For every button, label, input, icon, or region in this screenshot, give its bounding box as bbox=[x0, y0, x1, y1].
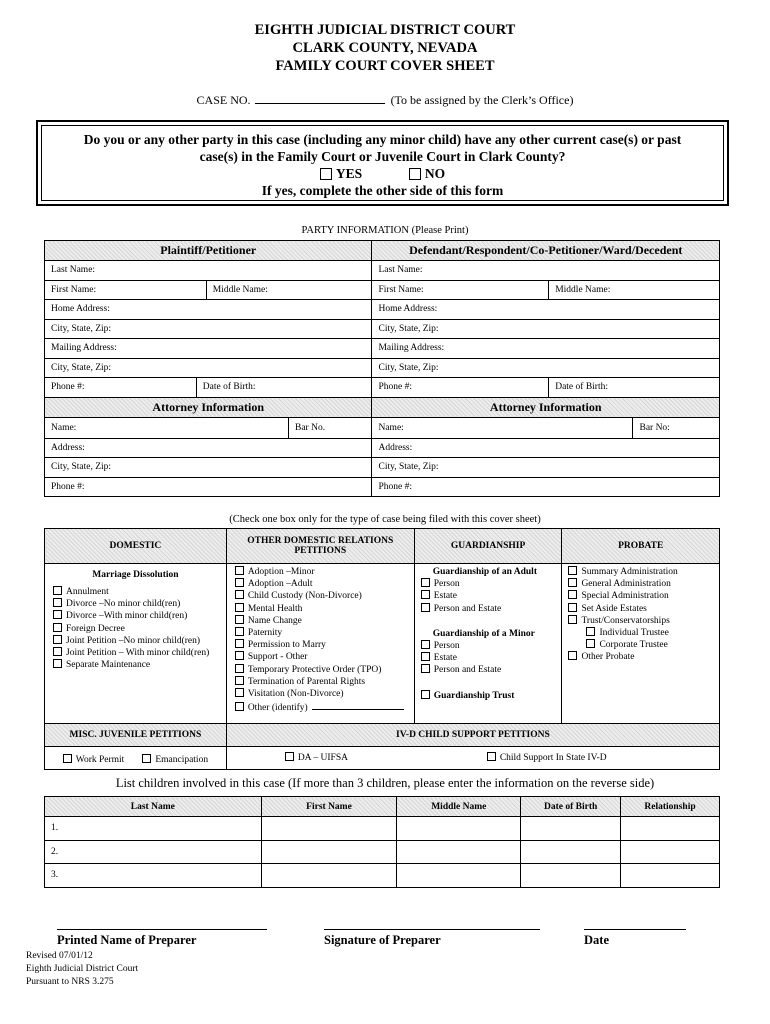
other-relations-header bbox=[226, 529, 414, 564]
child-field[interactable] bbox=[397, 817, 521, 841]
checkbox[interactable] bbox=[53, 623, 62, 632]
checkbox[interactable] bbox=[421, 652, 430, 661]
yes-no-row bbox=[42, 166, 723, 182]
child-field[interactable] bbox=[261, 840, 397, 864]
case-type-instruction: (Check one box only for the type of case being filed with this cover sheet) bbox=[229, 514, 541, 525]
checkbox[interactable] bbox=[285, 752, 294, 761]
defendant-attorney-city[interactable]: City, State, Zip: bbox=[372, 458, 720, 478]
footer-court: Eighth Judicial District Court bbox=[26, 964, 139, 974]
checkbox[interactable] bbox=[568, 578, 577, 587]
checkbox-option[interactable] bbox=[568, 590, 719, 602]
ivd-options bbox=[226, 747, 719, 770]
checkbox-option[interactable] bbox=[586, 639, 719, 651]
checkbox-option[interactable] bbox=[586, 627, 719, 639]
probate-header: PROBATE bbox=[562, 529, 720, 564]
plaintiff-city[interactable]: City, State, Zip: bbox=[45, 319, 372, 339]
signature-line[interactable] bbox=[324, 929, 540, 930]
children-column-header: Last Name bbox=[45, 797, 262, 817]
option-label: Separate Maintenance bbox=[66, 660, 151, 671]
defendant-city[interactable]: City, State, Zip: bbox=[372, 319, 720, 339]
option-label: Temporary Protective Order (TPO) bbox=[247, 664, 382, 675]
guardianship-adult-list bbox=[421, 578, 562, 615]
option-label: Summary Administration bbox=[581, 567, 678, 577]
checkbox[interactable] bbox=[53, 610, 62, 619]
child-row-number[interactable]: 1. bbox=[45, 817, 262, 841]
plaintiff-header: Plaintiff/Petitioner bbox=[45, 241, 372, 261]
probate-sub-list bbox=[568, 627, 719, 651]
plaintiff-mailing-city[interactable]: City, State, Zip: bbox=[45, 358, 372, 378]
checkbox[interactable] bbox=[53, 598, 62, 607]
case-type-table bbox=[44, 528, 720, 770]
children-column-header: First Name bbox=[261, 797, 397, 817]
checkbox-option[interactable] bbox=[53, 623, 226, 635]
checkbox-option[interactable] bbox=[568, 566, 719, 578]
child-field[interactable] bbox=[397, 840, 521, 864]
da-uifsa-label: DA – UIFSA bbox=[297, 753, 348, 763]
checkbox[interactable] bbox=[586, 639, 595, 648]
option-label: Permission to Marry bbox=[247, 640, 326, 651]
checkbox[interactable] bbox=[63, 754, 72, 763]
option-label: Corporate Trustee bbox=[599, 640, 668, 651]
checkbox[interactable] bbox=[421, 578, 430, 587]
checkbox-option[interactable] bbox=[235, 615, 414, 627]
checkbox-option[interactable] bbox=[53, 610, 226, 622]
guardianship-trust-label: Guardianship Trust bbox=[433, 690, 515, 701]
child-support-option[interactable] bbox=[487, 752, 607, 764]
option-label: Paternity bbox=[247, 628, 283, 639]
defendant-attorney-address[interactable]: Address: bbox=[372, 438, 720, 458]
checkbox[interactable] bbox=[235, 603, 244, 612]
checkbox[interactable] bbox=[235, 627, 244, 636]
child-row-number[interactable]: 3. bbox=[45, 864, 262, 888]
printed-name-label: Printed Name of Preparer bbox=[57, 933, 197, 947]
checkbox-option[interactable] bbox=[421, 652, 562, 664]
ivd-child-support-header: IV-D CHILD SUPPORT PETITIONS bbox=[226, 724, 719, 747]
checkbox[interactable] bbox=[568, 651, 577, 660]
misc-juvenile-header: MISC. JUVENILE PETITIONS bbox=[45, 724, 227, 747]
option-label: Trust/Conservatorships bbox=[581, 615, 670, 626]
other-relations-line2: PETITIONS bbox=[294, 546, 347, 556]
form-title: FAMILY COURT COVER SHEET bbox=[275, 58, 495, 74]
plaintiff-attorney-city[interactable]: City, State, Zip: bbox=[45, 458, 372, 478]
table-row bbox=[45, 817, 720, 841]
checkbox-option[interactable] bbox=[53, 659, 226, 671]
marriage-dissolution-heading: Marriage Dissolution bbox=[92, 570, 179, 580]
defendant-dob[interactable]: Date of Birth: bbox=[549, 378, 720, 398]
checkbox[interactable] bbox=[235, 578, 244, 587]
checkbox-option[interactable] bbox=[235, 700, 414, 714]
da-uifsa-option[interactable] bbox=[285, 752, 348, 764]
checkbox-option[interactable] bbox=[235, 578, 414, 590]
domestic-header: DOMESTIC bbox=[45, 529, 227, 564]
option-label: Other (identify) bbox=[247, 703, 308, 714]
yes-label: YES bbox=[335, 166, 363, 181]
checkbox[interactable] bbox=[53, 659, 62, 668]
plaintiff-attorney-name-row bbox=[45, 417, 372, 438]
other-probate-label: Other Probate bbox=[581, 652, 635, 663]
children-table bbox=[44, 796, 720, 888]
date-line[interactable] bbox=[584, 929, 686, 930]
plaintiff-attorney-header: Attorney Information bbox=[45, 397, 372, 417]
checkbox-option[interactable] bbox=[421, 640, 562, 652]
probate-list bbox=[568, 566, 719, 627]
guardianship-adult-heading: Guardianship of an Adult bbox=[432, 567, 537, 577]
checkbox-option[interactable] bbox=[568, 603, 719, 615]
emancipation-option[interactable] bbox=[142, 755, 208, 765]
checkbox[interactable] bbox=[421, 640, 430, 649]
option-label: Estate bbox=[433, 591, 457, 602]
defendant-middle-name[interactable]: Middle Name: bbox=[549, 280, 720, 300]
checkbox[interactable] bbox=[421, 664, 430, 673]
checkbox[interactable] bbox=[235, 590, 244, 599]
option-label: Person and Estate bbox=[433, 665, 502, 676]
children-column-header: Date of Birth bbox=[521, 797, 621, 817]
checkbox-option[interactable] bbox=[568, 578, 719, 590]
other-relations-line1: OTHER DOMESTIC RELATIONS bbox=[247, 536, 394, 546]
checkbox[interactable] bbox=[568, 566, 577, 575]
county-name: CLARK COUNTY, NEVADA bbox=[292, 40, 478, 56]
child-field[interactable] bbox=[261, 864, 397, 888]
checkbox[interactable] bbox=[421, 690, 430, 699]
checkbox[interactable] bbox=[568, 590, 577, 599]
checkbox[interactable] bbox=[421, 590, 430, 599]
plaintiff-middle-name[interactable]: Middle Name: bbox=[206, 280, 372, 300]
option-label: Person and Estate bbox=[433, 603, 502, 614]
option-label: Divorce –No minor child(ren) bbox=[66, 599, 181, 610]
defendant-home-address[interactable]: Home Address: bbox=[372, 300, 720, 320]
plaintiff-mailing-address[interactable]: Mailing Address: bbox=[45, 339, 372, 359]
signature-label: Signature of Preparer bbox=[324, 933, 441, 947]
checkbox-option[interactable] bbox=[235, 603, 414, 615]
child-field[interactable] bbox=[397, 864, 521, 888]
child-field[interactable] bbox=[261, 817, 397, 841]
case-no-label: CASE NO. bbox=[196, 93, 251, 107]
option-label: Set Aside Estates bbox=[581, 603, 647, 614]
option-label: Person bbox=[433, 641, 460, 652]
option-label: Adoption –Minor bbox=[247, 567, 315, 577]
checkbox-option[interactable] bbox=[568, 615, 719, 627]
checkbox[interactable] bbox=[235, 676, 244, 685]
checkbox[interactable] bbox=[421, 603, 430, 612]
other-relations-list bbox=[235, 566, 414, 714]
checkbox[interactable] bbox=[235, 702, 244, 711]
checkbox[interactable] bbox=[586, 627, 595, 636]
checkbox-option[interactable] bbox=[421, 578, 562, 590]
defendant-attorney-phone[interactable]: Phone #: bbox=[372, 477, 720, 497]
prior-case-question-box bbox=[36, 120, 729, 206]
checkbox[interactable] bbox=[53, 635, 62, 644]
date-label: Date bbox=[584, 933, 609, 947]
checkbox[interactable] bbox=[568, 615, 577, 624]
child-field[interactable] bbox=[621, 817, 720, 841]
option-label: Foreign Decree bbox=[66, 623, 125, 634]
domestic-list bbox=[53, 586, 226, 671]
case-no-field[interactable] bbox=[255, 92, 385, 104]
checkbox-option[interactable] bbox=[235, 664, 414, 676]
plaintiff-home-address[interactable]: Home Address: bbox=[45, 300, 372, 320]
option-label: Person bbox=[433, 579, 460, 590]
children-header-row bbox=[45, 797, 720, 817]
child-field[interactable] bbox=[521, 817, 621, 841]
guardianship-trust-option[interactable] bbox=[421, 690, 562, 702]
guardianship-header: GUARDIANSHIP bbox=[414, 529, 562, 564]
checkbox[interactable] bbox=[487, 752, 496, 761]
defendant-mailing-address[interactable]: Mailing Address: bbox=[372, 339, 720, 359]
case-number-line bbox=[0, 92, 770, 108]
defendant-header: Defendant/Respondent/Co-Petitioner/Ward/Decedent bbox=[372, 241, 720, 261]
defendant-mailing-city[interactable]: City, State, Zip: bbox=[372, 358, 720, 378]
question-line4: If yes, complete the other side of this form bbox=[261, 183, 504, 198]
option-label: Divorce –With minor child(ren) bbox=[66, 611, 188, 622]
defendant-first-name[interactable]: First Name: bbox=[372, 280, 549, 300]
option-label: Termination of Parental Rights bbox=[247, 676, 366, 687]
footer-pursuant: Pursuant to NRS 3.275 bbox=[26, 977, 114, 987]
child-field[interactable] bbox=[621, 840, 720, 864]
children-column-header: Middle Name bbox=[397, 797, 521, 817]
checkbox-option[interactable] bbox=[235, 651, 414, 663]
option-label: General Administration bbox=[581, 579, 671, 590]
option-label: Visitation (Non-Divorce) bbox=[247, 689, 344, 700]
checkbox-option[interactable] bbox=[235, 676, 414, 688]
checkbox-option[interactable] bbox=[421, 590, 562, 602]
child-field[interactable] bbox=[621, 864, 720, 888]
revised-date: Revised 07/01/12 bbox=[26, 951, 93, 961]
guardianship-cell bbox=[414, 564, 562, 724]
emancipation-label: Emancipation bbox=[155, 755, 209, 765]
checkbox-option[interactable] bbox=[421, 603, 562, 615]
court-name: EIGHTH JUDICIAL DISTRICT COURT bbox=[254, 22, 516, 38]
option-label: Joint Petition – With minor child(ren) bbox=[66, 648, 210, 659]
option-label: Joint Petition –No minor child(ren) bbox=[66, 635, 201, 646]
work-permit-label: Work Permit bbox=[75, 755, 125, 765]
checkbox[interactable] bbox=[53, 647, 62, 656]
option-label: Adoption –Adult bbox=[247, 579, 313, 590]
child-field[interactable] bbox=[521, 840, 621, 864]
checkbox[interactable] bbox=[142, 754, 151, 763]
child-row-number[interactable]: 2. bbox=[45, 840, 262, 864]
option-label: Name Change bbox=[247, 615, 302, 626]
guardianship-minor-list bbox=[421, 640, 562, 677]
plaintiff-attorney-address[interactable]: Address: bbox=[45, 438, 372, 458]
misc-juvenile-options bbox=[45, 747, 227, 770]
option-label: Mental Health bbox=[247, 603, 303, 614]
option-label: Annulment bbox=[66, 587, 109, 597]
printed-name-line[interactable] bbox=[57, 929, 267, 930]
table-row bbox=[45, 864, 720, 888]
option-label: Special Administration bbox=[581, 591, 669, 602]
child-support-label: Child Support In State IV-D bbox=[499, 753, 607, 763]
checkbox[interactable] bbox=[235, 566, 244, 575]
checkbox-option[interactable] bbox=[235, 688, 414, 700]
checkbox[interactable] bbox=[235, 615, 244, 624]
checkbox-option[interactable] bbox=[53, 635, 226, 647]
other-probate-option[interactable] bbox=[568, 651, 719, 663]
checkbox[interactable] bbox=[235, 639, 244, 648]
checkbox-option[interactable] bbox=[235, 639, 414, 651]
plaintiff-phone[interactable]: Phone #: bbox=[45, 378, 197, 398]
checkbox[interactable] bbox=[235, 664, 244, 673]
defendant-attorney-name[interactable]: Name: bbox=[372, 418, 633, 438]
option-label: Individual Trustee bbox=[599, 628, 669, 639]
question-line2: case(s) in the Family Court or Juvenile Court in Clark County? bbox=[199, 149, 566, 164]
domestic-cell bbox=[45, 564, 227, 724]
probate-cell bbox=[562, 564, 720, 724]
no-checkbox[interactable] bbox=[409, 168, 421, 180]
yes-checkbox[interactable] bbox=[320, 168, 332, 180]
defendant-attorney-header: Attorney Information bbox=[372, 397, 720, 417]
children-column-header: Relationship bbox=[621, 797, 720, 817]
case-no-note: (To be assigned by the Clerk’s Office) bbox=[390, 93, 574, 107]
other-relations-cell bbox=[226, 564, 414, 724]
checkbox-option[interactable] bbox=[421, 664, 562, 676]
defendant-attorney-name-row bbox=[372, 417, 720, 438]
checkbox-option[interactable] bbox=[235, 627, 414, 639]
checkbox-option[interactable] bbox=[53, 647, 226, 659]
children-rows bbox=[45, 817, 720, 888]
checkbox-option[interactable] bbox=[53, 598, 226, 610]
plaintiff-attorney-phone[interactable]: Phone #: bbox=[45, 477, 372, 497]
checkbox[interactable] bbox=[53, 586, 62, 595]
plaintiff-last-name[interactable]: Last Name: bbox=[45, 261, 372, 281]
other-identify-field[interactable] bbox=[312, 700, 404, 710]
child-field[interactable] bbox=[521, 864, 621, 888]
option-label: Support - Other bbox=[247, 652, 308, 663]
party-info-table bbox=[44, 240, 720, 497]
defendant-bar-no[interactable]: Bar No: bbox=[639, 422, 670, 433]
defendant-phone[interactable]: Phone #: bbox=[372, 378, 549, 398]
table-row bbox=[45, 840, 720, 864]
guardianship-minor-heading: Guardianship of a Minor bbox=[432, 628, 535, 639]
question-line1: Do you or any other party in this case (including any minor child) have any other current case(s) or past bbox=[83, 132, 682, 147]
party-info-title: PARTY INFORMATION (Please Print) bbox=[301, 225, 469, 236]
checkbox[interactable] bbox=[235, 688, 244, 697]
checkbox[interactable] bbox=[568, 603, 577, 612]
checkbox-option[interactable] bbox=[235, 566, 414, 578]
children-title: List children involved in this case (If more than 3 children, please enter the information on the reverse side) bbox=[115, 776, 655, 790]
plaintiff-bar-no[interactable]: Bar No. bbox=[295, 422, 326, 433]
checkbox[interactable] bbox=[235, 651, 244, 660]
no-label: NO bbox=[424, 166, 446, 181]
option-label: Child Custody (Non-Divorce) bbox=[247, 591, 362, 602]
plaintiff-attorney-name[interactable]: Name: bbox=[45, 418, 289, 438]
option-label: Estate bbox=[433, 653, 457, 664]
defendant-last-name[interactable]: Last Name: bbox=[372, 261, 720, 281]
checkbox-option[interactable] bbox=[53, 586, 226, 598]
plaintiff-first-name[interactable]: First Name: bbox=[45, 280, 207, 300]
checkbox-option[interactable] bbox=[235, 590, 414, 602]
plaintiff-dob[interactable]: Date of Birth: bbox=[196, 378, 372, 398]
work-permit-option[interactable] bbox=[63, 755, 125, 765]
